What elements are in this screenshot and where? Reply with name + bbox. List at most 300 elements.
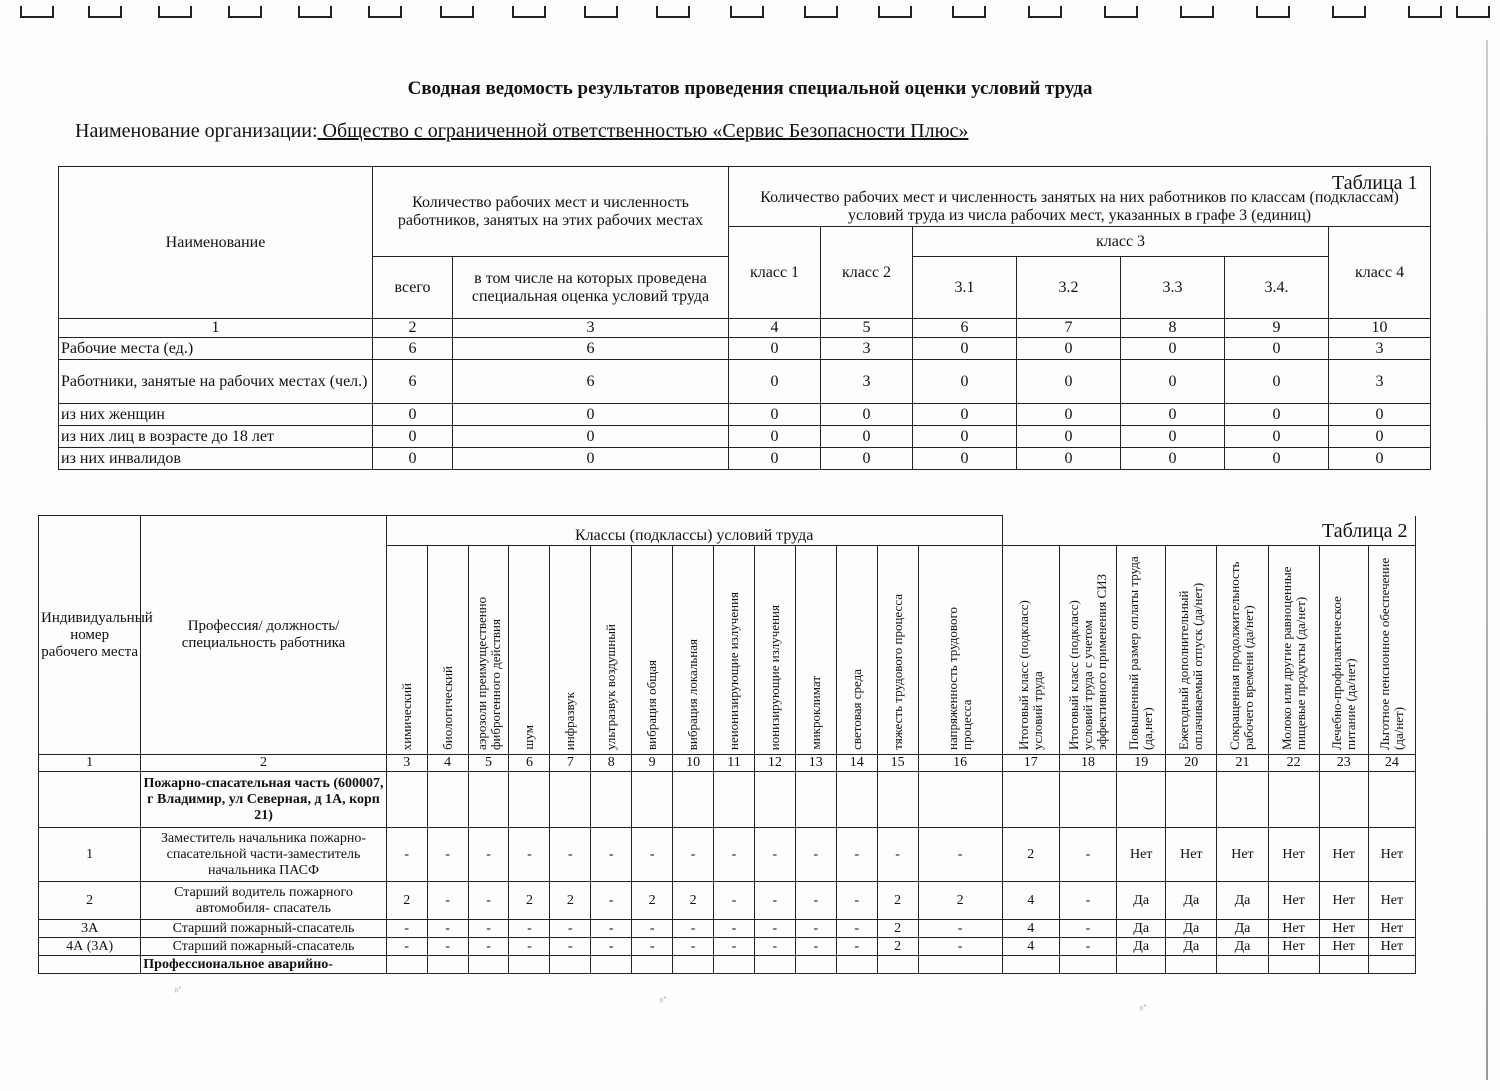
t1-cell: 0 [1121,448,1225,470]
t1-cell: 0 [1121,360,1225,404]
t1-row-name: из них инвалидов [59,448,373,470]
t2-cell: 4 [1002,882,1059,920]
t2-factor-header-text: тяжесть трудового процесса [889,594,905,750]
t2-cell: - [1059,920,1116,938]
t1-cell: 0 [1329,404,1431,426]
t1-cell: 0 [729,448,821,470]
t2-cell: - [591,938,632,956]
t2-cell: Да [1117,938,1166,956]
t1-row-name: Работники, занятые на рабочих местах (чел.) [59,360,373,404]
t2-empty-cell [673,956,714,974]
t2-colnum: 18 [1059,755,1116,772]
t2-cell: - [386,938,427,956]
t2-colnum: 7 [550,755,591,772]
t2-cell: Да [1217,938,1268,956]
t2-empty-cell [1166,772,1217,828]
t1-colnum: 1 [59,319,373,338]
t2-cell: - [1059,938,1116,956]
t2-colnum: 11 [714,755,755,772]
t2-result-header [1217,546,1268,755]
t2-cell: - [427,828,468,882]
t2-section-id [39,772,141,828]
t2-colnum: 8 [591,755,632,772]
t2-empty-cell [918,956,1002,974]
t1-header-c32: 3.2 [1017,257,1121,319]
t2-colnum: 22 [1268,755,1319,772]
t2-factor-header-text: инфразвук [562,691,578,750]
t2-empty-cell [632,772,673,828]
t1-cell: 0 [1017,448,1121,470]
t1-colnum: 9 [1225,319,1329,338]
t2-cell: - [386,828,427,882]
t1-cell: 0 [1225,360,1329,404]
t2-row-id: 4А (3А) [39,938,141,956]
t1-cell: 0 [1121,404,1225,426]
t1-header-name: Наименование [59,167,373,319]
t1-cell: 0 [373,448,453,470]
t2-result-header-text: Ежегодный дополнительный оплачиваемый отпуск (да/нет) [1176,582,1206,750]
t2-cell: - [795,828,836,882]
t2-cell: - [836,882,877,920]
t2-row-id: 1 [39,828,141,882]
t1-cell: 0 [913,360,1017,404]
t2-cell: Да [1166,882,1217,920]
t1-cell: 0 [913,426,1017,448]
t2-factor-header-text: неионизирующие излучения [725,592,741,750]
t2-cell: 2 [877,920,918,938]
t2-factor-header-text: ультразвук воздушный [603,623,619,750]
t2-empty-cell [1002,772,1059,828]
t2-factor-header-text: шум [521,725,537,750]
t1-cell: 6 [373,338,453,360]
t1-row [59,338,1431,360]
t1-header-by-class: Количество рабочих мест и численность занятых на них работников по классам (подклассам) условий труда из числа рабочих мест, указанных в графе 3 (единиц) [729,167,1431,227]
t2-cell: - [714,920,755,938]
t2-colnum: 12 [754,755,795,772]
t2-cell: Да [1166,938,1217,956]
t2-row [39,828,1416,882]
t2-factor-header [673,546,714,755]
t2-cell: 2 [918,882,1002,920]
t2-empty-cell [1217,956,1268,974]
t2-empty-cell [877,956,918,974]
t2-cell: - [509,828,550,882]
t2-row-profession: Старший пожарный-спасатель [141,920,386,938]
t2-colnum: 4 [427,755,468,772]
t2-section-id [39,956,141,974]
t2-empty-cell [714,956,755,974]
t2-colnum: 2 [141,755,386,772]
t2-empty-cell [1368,956,1415,974]
t1-cell: 3 [821,360,913,404]
binder-holes [0,0,1500,30]
scan-mark: ᵖ˚ [660,996,667,1007]
t2-empty-cell [918,772,1002,828]
t2-colnum: 9 [632,755,673,772]
t1-header-c33: 3.3 [1121,257,1225,319]
t2-cell: - [1059,882,1116,920]
t2-empty-cell [1117,956,1166,974]
t2-factor-header-text: химический [398,682,414,750]
t1-cell: 0 [821,426,913,448]
t2-factor-header [754,546,795,755]
t1-cell: 3 [1329,338,1431,360]
t2-result-header [1319,546,1368,755]
t2-row [39,882,1416,920]
t2-cell: - [754,920,795,938]
t1-cell: 0 [1225,404,1329,426]
t2-empty-cell [427,956,468,974]
t1-cell: 0 [373,426,453,448]
t1-colnum: 10 [1329,319,1431,338]
t2-cell: Да [1117,882,1166,920]
t2-result-header-text: Лечебно-профилактическое питание (да/нет) [1328,596,1358,750]
t1-cell: 0 [453,426,729,448]
t2-cell: Нет [1368,938,1415,956]
t2-result-header-text: Льготное пенсионное обеспечение (да/нет) [1376,557,1406,750]
t1-header-class4: класс 4 [1329,227,1431,319]
t2-cell: - [836,938,877,956]
t2-row [39,938,1416,956]
t1-cell: 0 [913,338,1017,360]
t2-cell: - [427,920,468,938]
t2-cell: Нет [1319,938,1368,956]
organization-label: Наименование организации: [75,120,318,142]
table1-summary [58,166,1431,470]
t2-colnum: 10 [673,755,714,772]
t2-result-header [1002,546,1059,755]
t1-row-name: из них женщин [59,404,373,426]
table2-label: Таблица 2 [1322,520,1408,542]
t2-cell: Нет [1217,828,1268,882]
t1-cell: 0 [1017,360,1121,404]
t2-empty-cell [1319,956,1368,974]
t2-result-header-text: Молоко или другие равноценные пищевые продукты (да/нет) [1278,566,1308,750]
t1-cell: 0 [729,360,821,404]
t2-colnum: 20 [1166,755,1217,772]
t1-cell: 0 [913,404,1017,426]
t2-cell: - [714,882,755,920]
t1-cell: 3 [821,338,913,360]
t1-cell: 0 [1225,448,1329,470]
t1-row-name: из них лиц в возрасте до 18 лет [59,426,373,448]
t2-cell: Нет [1319,920,1368,938]
t1-cell: 0 [821,448,913,470]
t2-result-header-text: Итоговый класс (подкласс) условий труда с учетом эффективного применения СИЗ [1066,573,1109,750]
t2-result-header [1268,546,1319,755]
t2-colnum: 24 [1368,755,1415,772]
t2-factor-header [632,546,673,755]
t1-colnum: 7 [1017,319,1121,338]
t2-cell: Нет [1268,938,1319,956]
t1-row [59,404,1431,426]
t2-header-id: Индивидуальный номер рабочего места [39,516,141,755]
t2-cell: - [468,828,509,882]
t2-cell: 2 [550,882,591,920]
t2-empty-cell [1166,956,1217,974]
t2-cell: Нет [1368,882,1415,920]
t1-cell: 0 [913,448,1017,470]
t1-header-class3: класс 3 [913,227,1329,257]
t2-row-profession: Старший водитель пожарного автомобиля- спасатель [141,882,386,920]
t2-cell: Нет [1117,828,1166,882]
t2-empty-cell [550,956,591,974]
t2-cell: Нет [1319,882,1368,920]
t2-cell: - [673,828,714,882]
t2-section-name: Пожарно-спасательная часть (600007, г Владимир, ул Северная, д 1А, корп 21) [141,772,386,828]
t1-cell: 6 [453,360,729,404]
t1-header-assessed: в том числе на которых проведена специальная оценка условий труда [453,257,729,319]
t2-empty-cell [550,772,591,828]
t2-factor-header [714,546,755,755]
t2-cell: - [427,938,468,956]
t2-cell: 2 [509,882,550,920]
t2-empty-cell [1117,772,1166,828]
t2-cell: 2 [386,882,427,920]
t2-result-header [1117,546,1166,755]
t2-empty-cell [591,956,632,974]
t2-factor-header [795,546,836,755]
t2-colnum: 23 [1319,755,1368,772]
t1-header-c31: 3.1 [913,257,1017,319]
t2-cell: - [550,828,591,882]
t2-cell: Нет [1268,828,1319,882]
t2-empty-cell [1217,772,1268,828]
t2-empty-cell [509,956,550,974]
t2-empty-cell [1368,772,1415,828]
t1-cell: 0 [1329,426,1431,448]
t1-cell: 0 [1017,338,1121,360]
t2-cell: - [754,938,795,956]
t2-empty-cell [877,772,918,828]
t2-cell: Да [1217,882,1268,920]
page-edge [1486,40,1488,1080]
t2-cell: - [632,920,673,938]
t1-cell: 0 [1121,426,1225,448]
t2-factor-header-text: вибрация общая [644,660,660,750]
t2-colnum: 21 [1217,755,1268,772]
t1-cell: 0 [1017,404,1121,426]
t2-section-row [39,956,1416,974]
t2-cell: Нет [1368,828,1415,882]
t2-empty-cell [673,772,714,828]
t2-factor-header [468,546,509,755]
t2-factor-header [550,546,591,755]
t2-empty-cell [714,772,755,828]
t2-empty-cell [1268,772,1319,828]
t2-cell: 4 [1002,938,1059,956]
t2-result-header [1059,546,1116,755]
t1-header-workplaces: Количество рабочих мест и численность работников, занятых на этих рабочих местах [373,167,729,257]
t2-section-row [39,772,1416,828]
t1-header-class1: класс 1 [729,227,821,319]
t2-factor-header-text: световая среда [848,669,864,750]
t2-cell: - [1059,828,1116,882]
t2-cell: - [632,828,673,882]
t1-cell: 0 [729,426,821,448]
t2-cell: 2 [1002,828,1059,882]
t2-empty-cell [836,956,877,974]
t2-cell: - [836,920,877,938]
t1-row [59,426,1431,448]
t2-factor-header [386,546,427,755]
t2-cell: 4 [1002,920,1059,938]
t1-colnum: 5 [821,319,913,338]
t2-factor-header [918,546,1002,755]
t2-cell: - [795,920,836,938]
t2-cell: 2 [632,882,673,920]
t2-cell: - [795,938,836,956]
t2-result-header-text: Повышенный размер оплаты труда (да,нет) [1126,556,1156,750]
t1-header-class2: класс 2 [821,227,913,319]
organization-line [75,120,968,143]
t1-header-total: всего [373,257,453,319]
document-title: Сводная ведомость результатов проведения специальной оценки условий труда [407,78,1093,99]
t2-header-profession: Профессия/ должность/ специальность работника [141,516,386,755]
t2-cell: Нет [1368,920,1415,938]
t2-empty-cell [1059,772,1116,828]
t2-cell: - [673,938,714,956]
t2-cell: - [509,938,550,956]
t2-section-name: Профессиональное аварийно- [141,956,386,974]
t2-cell: - [509,920,550,938]
t2-cell: - [468,938,509,956]
t2-row-id: 2 [39,882,141,920]
table1-label: Таблица 1 [1332,172,1418,194]
t2-row-id: 3А [39,920,141,938]
t2-cell: Нет [1166,828,1217,882]
t1-cell: 0 [373,404,453,426]
t2-result-header [1368,546,1415,755]
t2-cell: - [427,882,468,920]
t2-colnum: 15 [877,755,918,772]
t1-cell: 0 [729,338,821,360]
t2-empty-cell [754,956,795,974]
t2-cell: Нет [1268,920,1319,938]
t2-empty-cell [836,772,877,828]
table2-workplaces [38,515,1416,974]
t2-empty-cell [795,956,836,974]
t2-colnum: 5 [468,755,509,772]
t2-cell: Нет [1268,882,1319,920]
t2-row [39,920,1416,938]
t1-cell: 0 [1225,426,1329,448]
t2-cell: - [386,920,427,938]
t2-empty-cell [386,772,427,828]
t2-factor-header-text: аэрозоли преимущественно фиброгенного действия [473,596,503,750]
t2-cell: Да [1117,920,1166,938]
t2-result-header-text: Итоговый класс (подкласс) условий труда [1015,600,1045,750]
t2-cell: 2 [877,882,918,920]
t2-empty-cell [591,772,632,828]
t2-factor-header [591,546,632,755]
t2-cell: - [918,920,1002,938]
t1-cell: 0 [1225,338,1329,360]
t2-row-profession: Старший пожарный-спасатель [141,938,386,956]
t1-colnum: 4 [729,319,821,338]
t2-cell: Да [1217,920,1268,938]
t2-empty-cell [427,772,468,828]
organization-name: Общество с ограниченной ответственностью «Сервис Безопасности Плюс» [317,120,969,142]
t2-cell: - [714,828,755,882]
t2-factor-header [877,546,918,755]
t1-cell: 0 [729,404,821,426]
t2-colnum: 1 [39,755,141,772]
t2-colnum: 19 [1117,755,1166,772]
t2-cell: - [591,920,632,938]
t1-row-name: Рабочие места (ед.) [59,338,373,360]
t2-empty-cell [468,956,509,974]
t1-cell: 0 [821,404,913,426]
t2-cell: - [591,882,632,920]
t2-empty-cell [468,772,509,828]
t2-colnum: 14 [836,755,877,772]
t2-cell: - [550,938,591,956]
t2-colnum: 17 [1002,755,1059,772]
t2-cell: - [795,882,836,920]
t2-cell: - [754,828,795,882]
t2-empty-cell [795,772,836,828]
t2-result-header [1166,546,1217,755]
t1-cell: 0 [453,404,729,426]
t2-factor-header [427,546,468,755]
t2-cell: 2 [877,938,918,956]
t2-empty-cell [1319,772,1368,828]
t2-empty-cell [386,956,427,974]
t2-cell: - [877,828,918,882]
t2-empty-cell [1059,956,1116,974]
t2-factor-header-text: биологический [439,666,455,750]
t1-row [59,448,1431,470]
t2-colnum: 13 [795,755,836,772]
t2-empty-cell [632,956,673,974]
t2-factor-header-text: ионизирующие излучения [766,604,782,750]
t2-empty-cell [1268,956,1319,974]
t2-cell: - [754,882,795,920]
t1-cell: 3 [1329,360,1431,404]
t2-colnum: 6 [509,755,550,772]
t2-cell: - [468,882,509,920]
t1-row [59,360,1431,404]
t1-colnum: 3 [453,319,729,338]
t2-cell: Да [1166,920,1217,938]
t2-cell: - [550,920,591,938]
t2-factor-header-text: микроклимат [807,676,823,750]
t2-factor-header [836,546,877,755]
t1-header-c34: 3.4. [1225,257,1329,319]
t2-empty-cell [754,772,795,828]
t2-colnum: 16 [918,755,1002,772]
t2-colnum: 3 [386,755,427,772]
t1-colnum: 8 [1121,319,1225,338]
t2-cell: - [836,828,877,882]
t2-cell: - [632,938,673,956]
t2-cell: - [591,828,632,882]
t2-cell: - [918,938,1002,956]
t1-cell: 0 [1017,426,1121,448]
t2-empty-cell [509,772,550,828]
t2-result-header-text: Сокращенная продолжительность рабочего времени (да/нет) [1227,561,1257,750]
t2-cell: - [714,938,755,956]
t2-cell: Нет [1319,828,1368,882]
t1-cell: 0 [1329,448,1431,470]
t1-cell: 0 [1121,338,1225,360]
scan-mark: ᵖ˚ [1140,1004,1147,1015]
t2-empty-cell [1002,956,1059,974]
t1-cell: 6 [453,338,729,360]
t1-cell: 0 [453,448,729,470]
t1-colnum: 6 [913,319,1017,338]
